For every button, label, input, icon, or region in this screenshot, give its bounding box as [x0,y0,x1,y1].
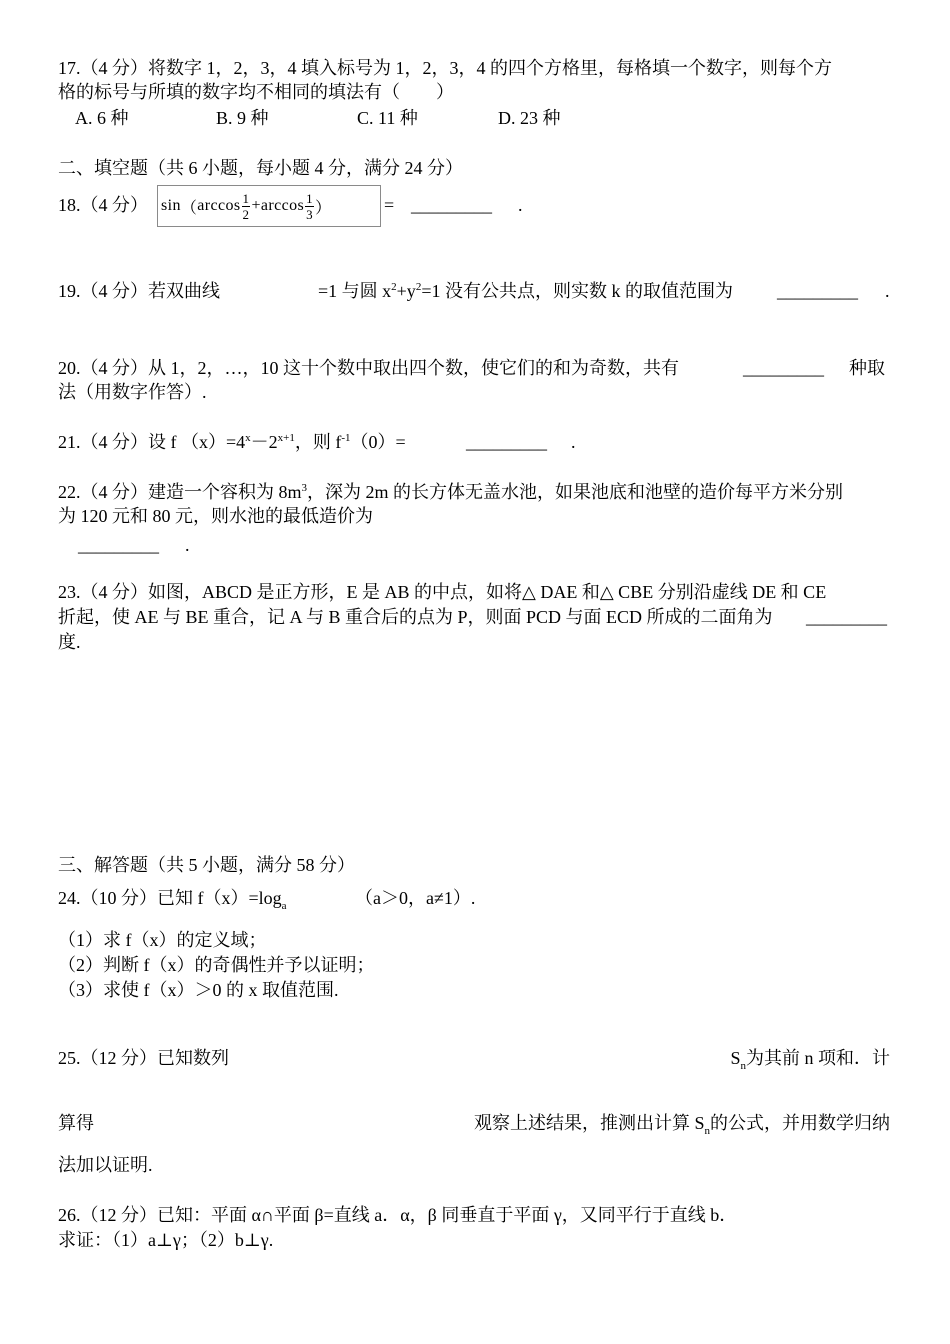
q24-stem [58,886,287,910]
q19-text-c: =1 没有公共点，则实数 k 的取值范围为 [421,281,733,301]
q24-condition: （a＞0，a≠1）. [355,888,476,908]
q25-stem-line3: 法加以证明. [58,1155,153,1175]
q18-label: 18.（4 分） [58,195,148,215]
q18-fraction-b-numerator: 1 [306,190,314,206]
q18-arccos-a: arccos [197,197,241,214]
q24-part-1: （1）求 f（x）的定义域； [58,930,267,950]
q19-exponent-a: 2 [391,281,397,293]
q17-stem-line1: 17.（4 分）将数字 1，2，3，4 填入标号为 1，2，3，4 的四个方格里，每格填一个数字，则每个方 [58,58,832,78]
q17-option-c: C. 11 种 [357,108,418,128]
q18-plus: + [251,197,261,214]
q18-formula-box [157,185,381,227]
q18-fraction-a [242,191,251,222]
q26-stem-line1: 26.（12 分）已知：平面 α∩平面 β=直线 a．α，β 同垂直于平面 γ，又同平行于直线 b． [58,1205,738,1225]
q19-answer-blank: _________ [777,281,858,301]
section2-title: 二、填空题（共 6 小题，每小题 4 分，满分 24 分） [58,158,463,178]
q21-exponent-c: -1 [341,432,351,444]
q24-log-base: a [281,900,287,912]
q21-text-a: 21.（4 分）设 f （x）=4 [58,432,246,452]
q17-option-a: A. 6 种 [75,108,129,128]
q23-stem-line3: 度. [58,632,81,652]
q21-exponent-b: x+1 [277,432,295,444]
q19-condition [318,279,733,303]
q25-stem-line2-left: 算得 [58,1113,94,1133]
q22-stem-line1 [58,480,843,504]
q22-text-a: 22.（4 分）建造一个容积为 8m [58,482,302,502]
q22-stem-line2: 为 120 元和 80 元，则水池的最低造价为 [58,506,373,526]
q20-stem-line2: 法（用数字作答）. [58,382,207,402]
q22-exponent-a: 3 [301,482,307,494]
q21-text-d: （0）= [350,432,406,452]
q23-answer-blank: _________ [806,607,887,627]
q21-exponent-a: x [245,432,251,444]
q17-option-d: D. 23 种 [498,108,561,128]
q25-line2-text-a: 观察上述结果，推测出计算 S [473,1113,705,1133]
q25-line2-text-b: 的公式，并用数学归纳 [710,1113,890,1133]
q24-text-a: 24.（10 分）已知 f（x）=log [58,888,282,908]
q18-answer-blank: _________ [411,195,492,215]
q19-label: 19.（4 分）若双曲线 [58,281,220,301]
q19-text-b: +y [396,281,416,301]
q21-stem [58,430,406,454]
q18-equals: = [384,195,395,215]
section3-title: 三、解答题（共 5 小题，满分 58 分） [58,855,355,875]
q18-close-paren: ） [315,199,332,217]
q17-stem-line2: 格的标号与所填的数字均不相同的填法有（ ） [58,82,454,102]
q24-part-2: （2）判断 f（x）的奇偶性并予以证明； [58,955,375,975]
q18-sin: sin [161,197,181,214]
q18-arccos-b: arccos [260,197,305,214]
q18-open-paren: （ [180,199,198,217]
q25-line1-right-text: 为其前 n 项和．计 [746,1048,890,1068]
q19-exponent-b: 2 [415,281,422,293]
q23-stem-line1: 23.（4 分）如图，ABCD 是正方形，E 是 AB 的中点，如将△ DAE 和△ CBE 分别沿虚线 DE 和 CE [58,582,827,602]
q19-end-period: . [885,281,890,301]
q24-part-3: （3）求使 f（x）＞0 的 x 取值范围. [58,980,339,1000]
q18-fraction-a-numerator: 1 [242,190,250,206]
q21-answer-blank: _________ [466,432,547,452]
q21-text-b: －2 [250,432,278,452]
q18-fraction-a-denominator: 2 [242,206,250,222]
q18-end-period: . [518,195,523,215]
q25-line2-subscript: n [704,1125,710,1137]
q26-stem-line2: 求证：（1）a⊥γ；（2）b⊥γ. [58,1230,274,1250]
q20-line1-end: 种取 [849,358,885,378]
q25-stem-line2-right [474,1111,890,1135]
q18-fraction-b [305,191,314,222]
q25-sum-symbol: S [730,1048,741,1068]
q18-fraction-b-denominator: 3 [306,206,314,222]
q22-end-period: . [185,535,190,555]
q20-stem-line1: 20.（4 分）从 1，2，…，10 这十个数中取出四个数，使它们的和为奇数，共有 [58,358,679,378]
q22-answer-blank: _________ [78,535,159,555]
q17-option-b: B. 9 种 [216,108,269,128]
q21-text-c: ，则 f [294,432,342,452]
q25-stem-line1-left: 25.（12 分）已知数列 [58,1048,229,1068]
q22-text-b: ，深为 2m 的长方体无盖水池，如果池底和池壁的造价每平方米分别 [307,482,843,502]
q23-stem-line2: 折起，使 AE 与 BE 重合，记 A 与 B 重合后的点为 P，则面 PCD 与面 ECD 所成的二面角为 [58,607,773,627]
q20-answer-blank: _________ [743,358,824,378]
q25-sum-subscript: n [740,1060,746,1072]
q21-end-period: . [571,432,576,452]
q25-stem-line1-right [730,1046,890,1070]
q19-text-a: =1 与圆 x [318,281,392,301]
